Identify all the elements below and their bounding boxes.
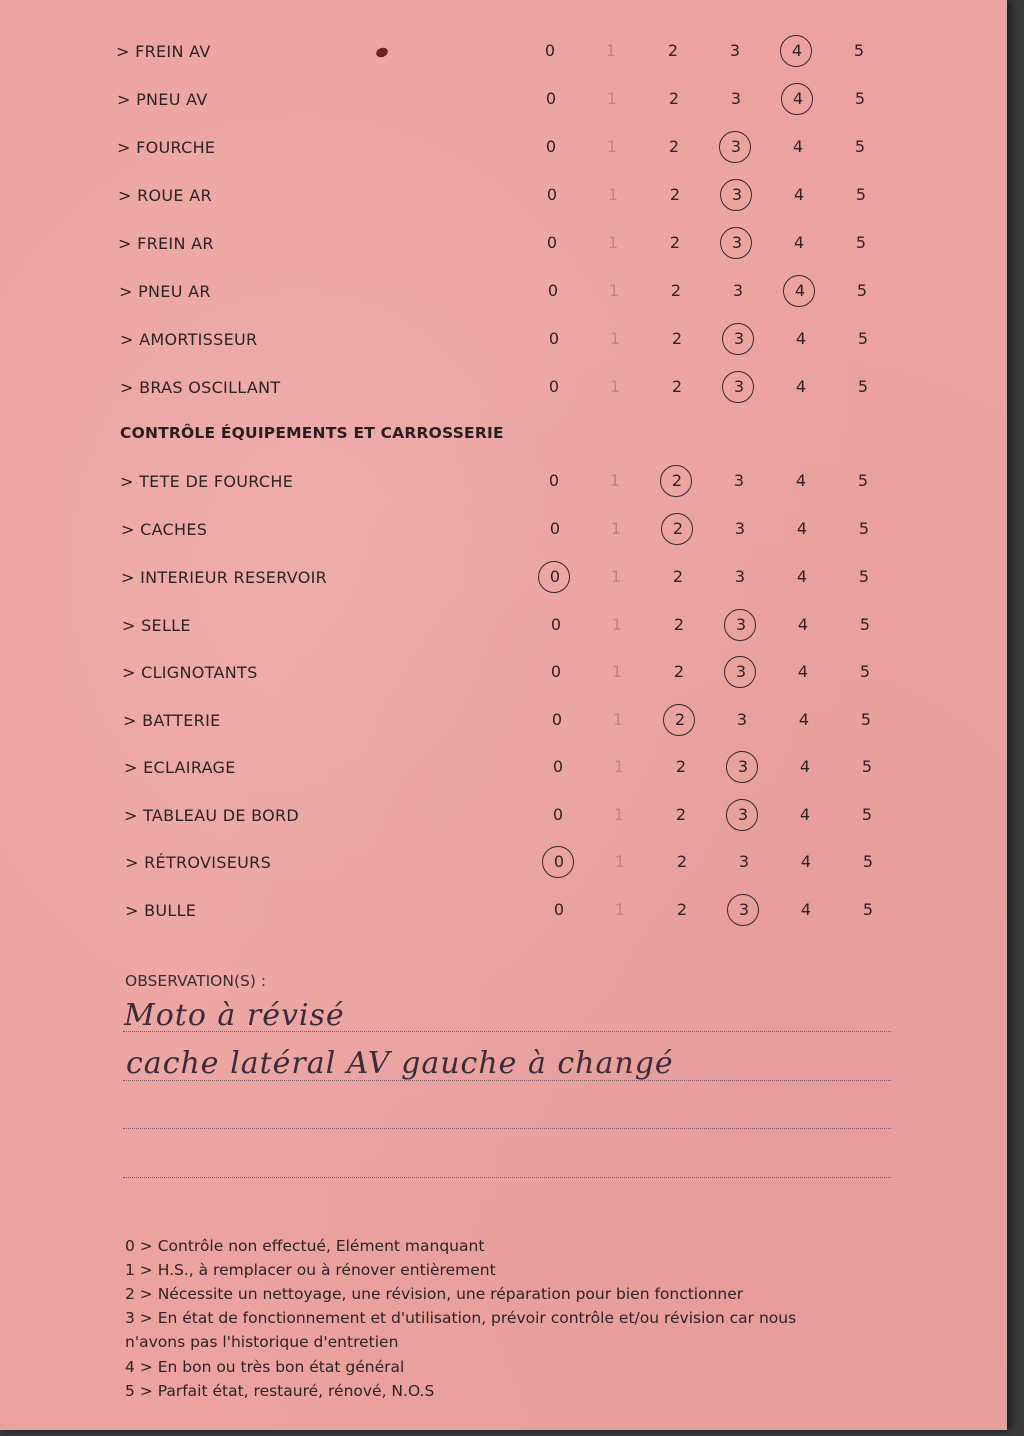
score-value: 2 [676,852,688,871]
score-value: 5 [860,710,872,729]
score-value: 4 [795,471,807,490]
score-value: 5 [858,519,870,538]
score-value: 5 [861,805,873,824]
checklist-row [0,849,1005,879]
score-value: 1 [605,41,617,60]
score-value: 5 [862,900,874,919]
score-value: 1 [609,471,621,490]
score-value: 1 [609,329,621,348]
score-value: 0 [548,329,560,348]
score-value: 1 [607,233,619,252]
checklist-row [0,897,1005,927]
score-value: 5 [856,281,868,300]
score-value: 1 [609,377,621,396]
row-label: > TABLEAU DE BORD [124,806,299,825]
score-value: 5 [859,615,871,634]
score-value: 1 [611,662,623,681]
checklist-row [0,468,1005,498]
score-value: 1 [612,710,624,729]
checklist-row [0,659,1005,689]
score-circled: 3 [727,615,755,634]
score-value: 3 [734,567,746,586]
score-value: 4 [797,662,809,681]
score-circled: 2 [666,710,694,729]
score-value: 3 [736,710,748,729]
checklist-row [0,754,1005,784]
score-circled: 3 [725,377,753,396]
score-value: 2 [672,567,684,586]
score-value: 2 [670,281,682,300]
legend-line: 5 > Parfait état, restauré, rénové, N.O.S [125,1382,435,1400]
score-value: 1 [607,185,619,204]
checklist-row [0,86,1005,116]
score-value: 1 [610,519,622,538]
score-value: 2 [668,137,680,156]
row-label: > PNEU AR [119,282,211,301]
checklist-row [0,802,1005,832]
legend-line: 2 > Nécessite un nettoyage, une révision, une réparation pour bien fonctionner [125,1285,744,1303]
row-label: > FOURCHE [117,138,215,157]
score-circled: 3 [722,137,750,156]
row-label: > PNEU AV [117,90,208,109]
score-value: 1 [614,900,626,919]
score-circled: 4 [784,89,812,108]
score-value: 0 [547,281,559,300]
score-value: 2 [675,805,687,824]
checklist-row [0,134,1005,164]
score-circled: 3 [729,805,757,824]
score-value: 0 [552,757,564,776]
score-value: 1 [608,281,620,300]
score-value: 2 [675,757,687,776]
score-value: 2 [671,329,683,348]
score-value: 5 [853,41,865,60]
row-label: > CACHES [121,520,207,539]
row-label: > INTERIEUR RESERVOIR [121,568,327,587]
score-value: 1 [614,852,626,871]
score-value: 5 [854,89,866,108]
score-value: 4 [793,185,805,204]
handwritten-observation-2: cache latéral AV gauche à changé [126,1046,674,1081]
score-value: 0 [544,41,556,60]
checklist-row [0,182,1005,212]
row-label: > TETE DE FOURCHE [120,472,293,491]
score-circled: 4 [783,41,811,60]
score-value: 3 [732,281,744,300]
row-label: > BATTERIE [123,711,221,730]
row-label: > FREIN AV [116,42,211,61]
checklist-row [0,230,1005,260]
score-value: 0 [548,377,560,396]
legend-line: 4 > En bon ou très bon état général [125,1358,405,1376]
score-value: 1 [610,567,622,586]
checklist-row [0,612,1005,642]
checklist-row [0,374,1005,404]
score-value: 1 [613,805,625,824]
score-value: 5 [858,567,870,586]
observation-line-4 [123,1177,891,1178]
score-value: 0 [550,662,562,681]
score-value: 5 [857,471,869,490]
score-value: 5 [855,233,867,252]
score-value: 4 [798,710,810,729]
score-value: 5 [861,757,873,776]
score-value: 2 [671,377,683,396]
score-value: 1 [606,137,618,156]
score-circled: 0 [541,567,569,586]
score-value: 0 [550,615,562,634]
score-value: 4 [799,757,811,776]
score-circled: 4 [786,281,814,300]
checklist-row [0,564,1005,594]
score-value: 5 [857,377,869,396]
score-value: 3 [730,89,742,108]
score-value: 1 [613,757,625,776]
score-circled: 3 [725,329,753,348]
section-title-equipment: CONTRÔLE ÉQUIPEMENTS ET CARROSSERIE [120,424,504,442]
row-label: > AMORTISSEUR [120,330,257,349]
score-value: 2 [668,89,680,108]
score-value: 5 [862,852,874,871]
score-value: 1 [606,89,618,108]
score-value: 5 [855,185,867,204]
score-value: 0 [549,519,561,538]
legend-line: n'avons pas l'historique d'entretien [125,1333,399,1351]
score-circled: 2 [664,519,692,538]
row-label: > FREIN AR [118,234,214,253]
score-circled: 3 [723,185,751,204]
score-value: 4 [796,567,808,586]
legend-line: 1 > H.S., à remplacer ou à rénover entièrement [125,1261,496,1279]
row-label: > BULLE [125,901,196,920]
score-value: 4 [799,805,811,824]
score-value: 1 [611,615,623,634]
score-value: 2 [673,662,685,681]
score-value: 4 [797,615,809,634]
score-value: 0 [551,710,563,729]
score-value: 4 [800,852,812,871]
score-value: 4 [793,233,805,252]
score-value: 0 [552,805,564,824]
score-value: 2 [669,185,681,204]
row-label: > BRAS OSCILLANT [120,378,280,397]
score-circled: 3 [723,233,751,252]
score-value: 0 [545,89,557,108]
score-value: 4 [800,900,812,919]
score-value: 5 [857,329,869,348]
checklist-row [0,326,1005,356]
score-circled: 2 [663,471,691,490]
score-value: 2 [669,233,681,252]
score-value: 4 [795,329,807,348]
score-value: 0 [546,233,558,252]
score-value: 5 [859,662,871,681]
score-value: 5 [854,137,866,156]
row-label: > ECLAIRAGE [124,758,236,777]
legend-line: 3 > En état de fonctionnement et d'utilisation, prévoir contrôle et/ou révision car nous [125,1309,797,1327]
observations-label: OBSERVATION(S) : [125,972,267,990]
score-value: 2 [667,41,679,60]
legend-line: 0 > Contrôle non effectué, Elément manquant [125,1237,485,1255]
score-value: 3 [729,41,741,60]
score-value: 4 [796,519,808,538]
score-value: 0 [548,471,560,490]
score-circled: 3 [730,900,758,919]
handwritten-observation-1: Moto à révisé [124,998,345,1033]
checklist-row [0,278,1005,308]
checklist-row [0,707,1005,737]
score-value: 3 [734,519,746,538]
score-circled: 3 [729,757,757,776]
row-label: > ROUE AR [118,186,212,205]
score-value: 4 [795,377,807,396]
observation-line-3 [123,1128,891,1129]
score-value: 3 [733,471,745,490]
score-value: 2 [673,615,685,634]
score-circled: 3 [727,662,755,681]
row-label: > SELLE [122,616,191,635]
score-value: 0 [553,900,565,919]
score-circled: 0 [545,852,573,871]
row-label: > RÉTROVISEURS [125,853,271,872]
row-label: > CLIGNOTANTS [122,663,258,682]
score-value: 2 [676,900,688,919]
checklist-row [0,516,1005,546]
score-value: 4 [792,137,804,156]
checklist-row [0,38,1005,68]
score-value: 0 [546,185,558,204]
score-value: 3 [738,852,750,871]
score-value: 0 [545,137,557,156]
